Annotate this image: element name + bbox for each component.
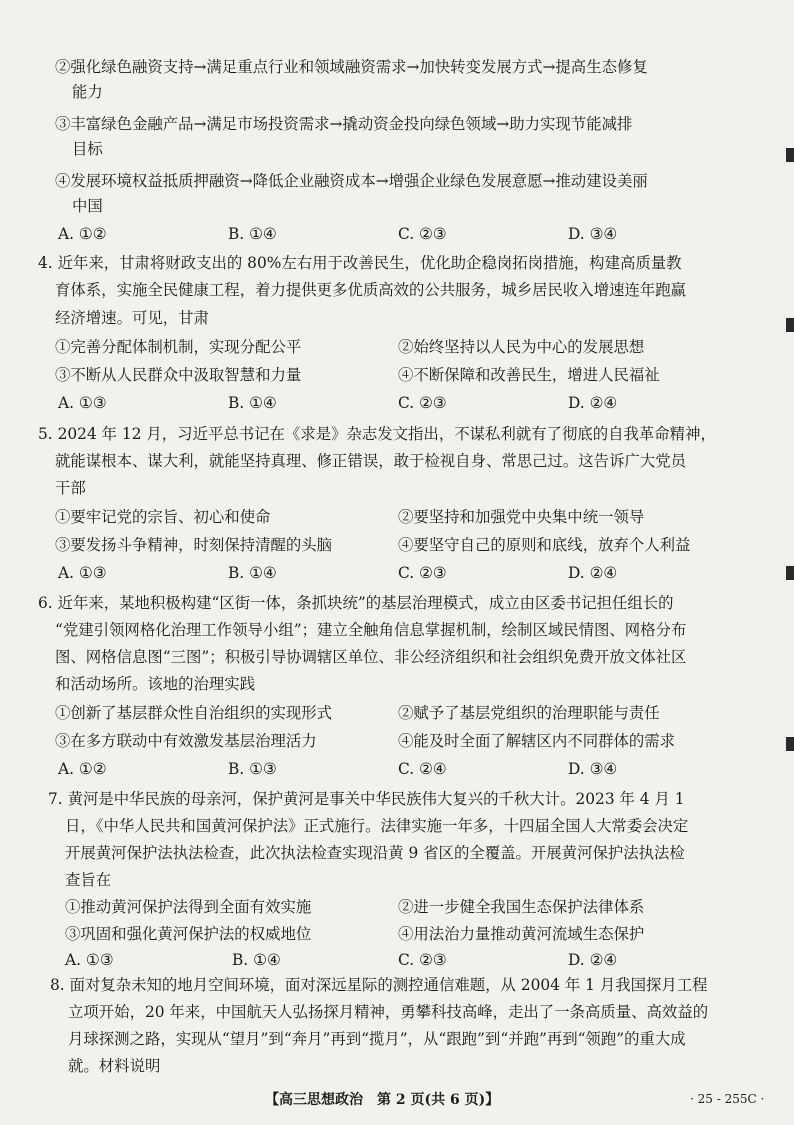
scan-edge-mark [786,318,794,332]
q5-stem-line2: 就能谋根本、谋大利，就能坚持真理、修正错误，敢于检视自身、常思己过。这告诉广大党员 [55,452,687,470]
q6-choice-b[interactable]: B. ①③ [228,760,277,778]
q3-option-2-line2: 能力 [72,83,103,101]
q3-option-4-line1: ④发展环境权益抵质押融资→降低企业融资成本→增强企业绿色发展意愿→推动建设美丽 [55,172,648,190]
q8-stem-line4: 就。材料说明 [68,1057,161,1075]
q7-choice-a[interactable]: A. ①③ [65,951,114,969]
q8-stem-line2: 立项开始，20 年来，中国航天人弘扬探月精神，勇攀科技高峰，走出了一条高质量、高效益的 [68,1003,709,1021]
q4-stem-line3: 经济增速。可见，甘肃 [55,309,209,327]
q4-stem-line2: 育体系，实施全民健康工程，着力提供更多优质高效的公共服务，城乡居民收入增速连年跑赢 [55,281,687,299]
q6-option-3: ③在多方联动中有效激发基层治理活力 [55,732,317,750]
q5-choice-c[interactable]: C. ②③ [398,564,447,582]
q6-stem-line4: 和活动场所。该地的治理实践 [55,675,256,693]
q7-stem-line4: 查旨在 [65,871,112,889]
q4-choice-c[interactable]: C. ②③ [398,394,447,412]
q7-stem-line3: 开展黄河保护法执法检查，此次执法检查实现沿黄 9 省区的全覆盖。开展黄河保护法执法检 [65,844,685,862]
q8-stem-line1: 8. 面对复杂未知的地月空间环境，面对深远星际的测控通信难题，从 2004 年 1 月我国探月工程 [50,976,708,994]
q3-option-3-line1: ③丰富绿色金融产品→满足市场投资需求→撬动资金投向绿色领域→助力实现节能减排 [55,115,633,133]
page-footer-code: · 25 - 255C · [690,1092,765,1106]
q7-choice-b[interactable]: B. ①④ [232,951,281,969]
q3-option-2-line1: ②强化绿色融资支持→满足重点行业和领域融资需求→加快转变发展方式→提高生态修复 [55,58,648,76]
q5-option-4: ④要坚守自己的原则和底线，放弃个人利益 [398,536,691,554]
q4-stem-line1: 4. 近年来，甘肃将财政支出的 80%左右用于改善民生，优化助企稳岗拓岗措施，构建高质量教 [38,254,682,272]
scan-edge-mark [786,148,794,162]
q3-choice-d[interactable]: D. ③④ [568,225,618,243]
q5-option-3: ③要发扬斗争精神，时刻保持清醒的头脑 [55,536,333,554]
q5-choice-a[interactable]: A. ①③ [58,564,107,582]
q5-choice-d[interactable]: D. ②④ [568,564,618,582]
q5-stem-line3: 干部 [55,479,86,497]
q8-stem-line3: 月球探测之路，实现从“望月”到“奔月”再到“揽月”，从“跟跑”到“并跑”再到“领跑”的重大成 [68,1030,686,1048]
q5-choice-b[interactable]: B. ①④ [228,564,277,582]
q4-option-4: ④不断保障和改善民生，增进人民福祉 [398,366,660,384]
q7-option-4: ④用法治力量推动黄河流域生态保护 [398,925,645,943]
q3-option-4-line2: 中国 [72,197,103,215]
scan-edge-mark [786,737,794,751]
q5-option-1: ①要牢记党的宗旨、初心和使命 [55,508,271,526]
q7-stem-line1: 7. 黄河是中华民族的母亲河，保护黄河是事关中华民族伟大复兴的千秋大计。2023 年 4 月 1 [48,790,685,808]
q7-option-2: ②进一步健全我国生态保护法律体系 [398,898,645,916]
q6-choice-c[interactable]: C. ②④ [398,760,447,778]
page-footer-title: 【高三思想政治 第 2 页(共 6 页)】 [265,1092,500,1108]
q3-choice-b[interactable]: B. ①④ [228,225,277,243]
q6-stem-line1: 6. 近年来，某地积极构建“区街一体，条抓块统”的基层治理模式，成立由区委书记担任组长的 [38,594,674,612]
q7-option-3: ③巩固和强化黄河保护法的权威地位 [65,925,312,943]
q6-option-1: ①创新了基层群众性自治组织的实现形式 [55,704,333,722]
q7-choice-c[interactable]: C. ②③ [398,951,447,969]
q4-choice-b[interactable]: B. ①④ [228,394,277,412]
q4-option-1: ①完善分配体制机制，实现分配公平 [55,338,302,356]
q5-stem-line1: 5. 2024 年 12 月，习近平总书记在《求是》杂志发文指出，不谋私利就有了彻底的自我革命精神， [38,425,716,443]
q6-stem-line2: “党建引领网格化治理工作领导小组”；建立全触角信息掌握机制，绘制区域民情图、网格分布 [55,621,687,639]
scan-edge-mark [786,566,794,580]
q4-choice-d[interactable]: D. ②④ [568,394,618,412]
q4-option-3: ③不断从人民群众中汲取智慧和力量 [55,366,302,384]
q7-choice-d[interactable]: D. ②④ [568,951,618,969]
q5-option-2: ②要坚持和加强党中央集中统一领导 [398,508,645,526]
q3-choice-c[interactable]: C. ②③ [398,225,447,243]
q6-choice-d[interactable]: D. ③④ [568,760,618,778]
q6-option-2: ②赋予了基层党组织的治理职能与责任 [398,704,660,722]
q6-option-4: ④能及时全面了解辖区内不同群体的需求 [398,732,676,750]
q4-choice-a[interactable]: A. ①③ [58,394,107,412]
q7-stem-line2: 日，《中华人民共和国黄河保护法》正式施行。法律实施一年多，十四届全国人大常委会决定 [65,817,689,835]
q6-stem-line3: 图、网格信息图“三图”；积极引导协调辖区单位、非公经济组织和社会组织免费开放文体社区 [55,648,687,666]
q6-choice-a[interactable]: A. ①② [58,760,107,778]
q4-option-2: ②始终坚持以人民为中心的发展思想 [398,338,645,356]
q3-option-3-line2: 目标 [72,140,103,158]
q7-option-1: ①推动黄河保护法得到全面有效实施 [65,898,312,916]
q3-choice-a[interactable]: A. ①② [58,225,107,243]
